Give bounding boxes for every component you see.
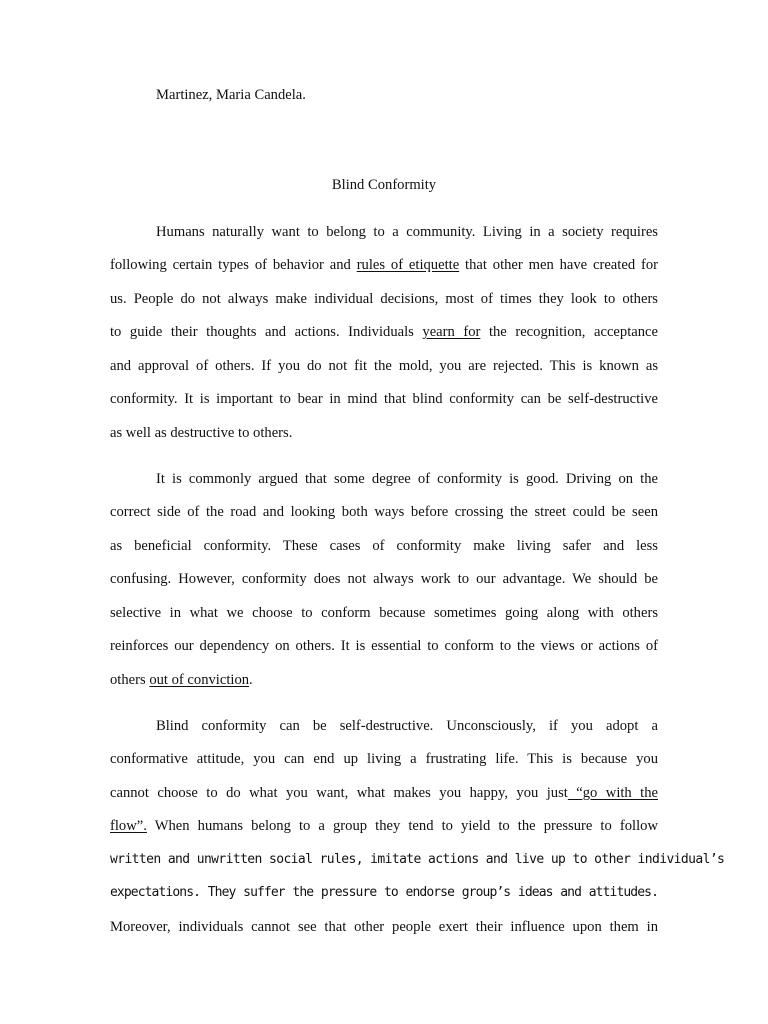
paragraph-line: cannot choose to do what you want, what makes you happy, you just “go with the [110, 785, 658, 801]
paragraph-line: reinforces our dependency on others. It is essential to conform to the views or actions of [110, 638, 658, 654]
paragraph-line: to guide their thoughts and actions. Individuals yearn for the recognition, acceptance [110, 324, 658, 340]
underlined-phrase: flow”. [110, 818, 147, 834]
paragraph-line: confusing. However, conformity does not always work to our advantage. We should be [110, 571, 658, 587]
paragraph-line: Blind conformity can be self-destructive. Unconsciously, if you adopt a [156, 718, 658, 734]
paragraph-line: as beneficial conformity. These cases of conformity make living safer and less [110, 538, 658, 554]
author-name: Martinez, Maria Candela. [156, 87, 306, 103]
paragraph-line: as well as destructive to others. [110, 425, 293, 441]
paragraph-line: expectations. They suffer the pressure to endorse group’s ideas and attitudes. [110, 885, 658, 900]
paragraph-line: Humans naturally want to belong to a community. Living in a society requires [156, 224, 658, 240]
paragraph-line: us. People do not always make individual decisions, most of times they look to others [110, 291, 658, 307]
underlined-phrase: out of conviction [149, 672, 250, 688]
paragraph-line: written and unwritten social rules, imitate actions and live up to other individual’s [110, 852, 725, 867]
underlined-phrase: yearn for [422, 324, 481, 340]
paragraph-line: It is commonly argued that some degree of conformity is good. Driving on the [156, 471, 658, 487]
paragraph-line: following certain types of behavior and rules of etiquette that other men have created for [110, 257, 658, 273]
underlined-phrase: “go with the [567, 785, 658, 801]
paragraph-line: conformity. It is important to bear in mind that blind conformity can be self-destructive [110, 391, 658, 407]
paragraph-line: selective in what we choose to conform because sometimes going along with others [110, 605, 658, 621]
paragraph-line: correct side of the road and looking both ways before crossing the street could be seen [110, 504, 658, 520]
essay-title: Blind Conformity [331, 177, 437, 193]
paragraph-line: conformative attitude, you can end up living a frustrating life. This is because you [110, 751, 658, 767]
paragraph-line: and approval of others. If you do not fit the mold, you are rejected. This is known as [110, 358, 658, 374]
paragraph-line: flow”. When humans belong to a group they tend to yield to the pressure to follow [110, 818, 658, 834]
paragraph-line: Moreover, individuals cannot see that other people exert their influence upon them in [110, 919, 658, 935]
underlined-phrase: rules of etiquette [356, 257, 460, 273]
paragraph-line: others out of conviction. [110, 672, 253, 688]
